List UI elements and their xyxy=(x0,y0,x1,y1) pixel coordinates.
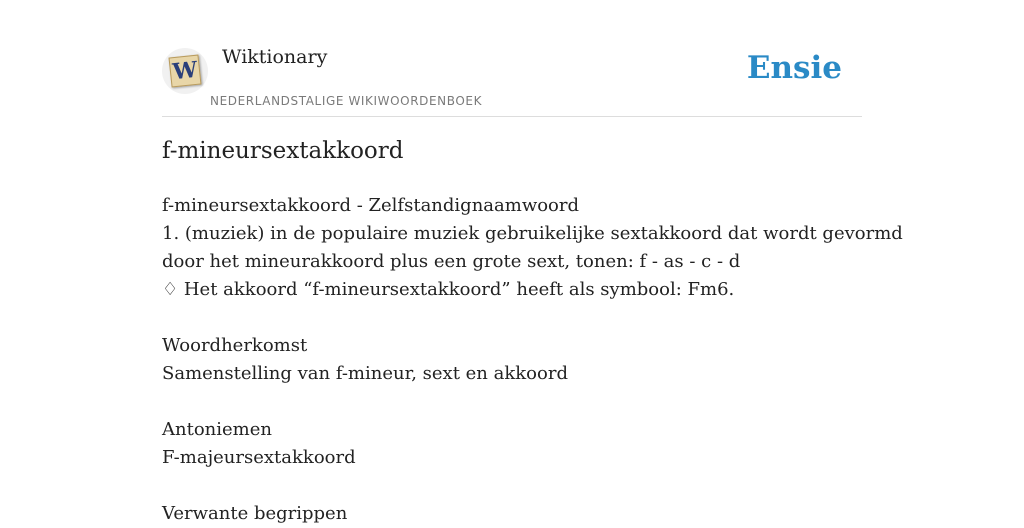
section-gap xyxy=(162,304,862,332)
page xyxy=(162,0,903,524)
ensie-brand-link[interactable]: Ensie xyxy=(746,50,842,86)
part-of-speech-line: f-mineursextakkoord - Zelfstandignaamwoord xyxy=(162,195,580,216)
page-title: f-mineursextakkoord xyxy=(162,138,404,164)
usage-example: ♢ Het akkoord “f-mineursextakkoord” heeft als symbool: Fm6. xyxy=(162,279,735,300)
etymology-text: Samenstelling van f-mineur, sext en akkoord xyxy=(162,363,568,384)
section-gap xyxy=(162,472,862,500)
entry-content xyxy=(162,192,903,528)
wiktionary-logo[interactable] xyxy=(162,48,208,94)
wiktionary-logo-icon: W xyxy=(169,55,202,88)
section-gap xyxy=(162,388,862,416)
etymology-heading: Woordherkomst xyxy=(162,335,308,356)
site-header xyxy=(162,0,862,117)
site-tagline: NEDERLANDSTALIGE WIKIWOORDENBOEK xyxy=(210,94,483,108)
definition-line-2: door het mineurakkoord plus een grote sext, tonen: f - as - c - d xyxy=(162,251,741,272)
definition-line-1: 1. (muziek) in de populaire muziek gebruikelijke sextakkoord dat wordt gevormd xyxy=(162,223,903,244)
related-terms-heading: Verwante begrippen xyxy=(162,503,348,524)
site-name[interactable]: Wiktionary xyxy=(222,46,328,68)
antonym-link[interactable]: F-majeursextakkoord xyxy=(162,447,356,468)
antonyms-heading: Antoniemen xyxy=(162,419,272,440)
